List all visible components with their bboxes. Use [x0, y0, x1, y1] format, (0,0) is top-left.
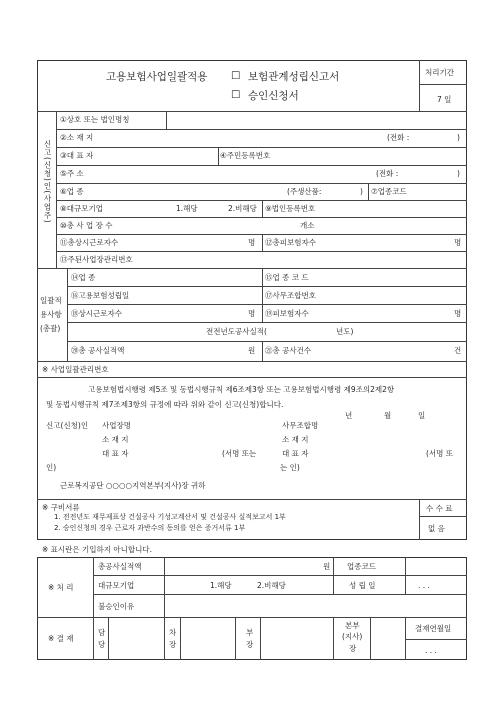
home-address-label: ⑤주 소 — [60, 169, 84, 178]
row-line — [56, 183, 467, 184]
address-label: ②소 재 지 — [60, 133, 94, 142]
col-line — [235, 617, 236, 660]
fee-divider — [419, 499, 420, 540]
section-line — [37, 361, 467, 362]
resident-number-label: ④주민등록번호 — [220, 151, 271, 160]
row-line — [56, 147, 467, 148]
approval-date-dots: . . . — [425, 646, 437, 655]
approval-side-label: ※ 결 재 — [48, 634, 74, 643]
corporate-reg-label: ⑨법인등록번호 — [265, 204, 316, 213]
col-line — [262, 341, 263, 361]
row-line — [56, 129, 467, 130]
biz-rep-label: 대 표 자 — [102, 449, 129, 458]
site-count-unit: 개소 — [300, 221, 315, 230]
col-line — [370, 617, 371, 660]
bulk-side-label-3: (총괄) — [40, 324, 61, 333]
industry-code-label: ⑦업종코드 — [371, 187, 407, 196]
biz-address-label: 소 재 지 — [102, 435, 129, 444]
worker-count-unit: 명 — [248, 238, 256, 247]
row-line — [405, 639, 467, 640]
documents-title: ※ 구비서류 — [42, 503, 80, 512]
biz-name-label: 사업장명 — [102, 421, 131, 430]
approval-col1-a: 담 — [98, 628, 106, 637]
total-work-label: ⑳총 공사실적액 — [71, 346, 125, 355]
applicant-sign-label: 신고(신청)인 — [46, 421, 89, 430]
col-line — [333, 557, 334, 594]
disapproval-reason-label: 불승인이유 — [98, 602, 135, 611]
bulk-industry-code-label: ⑮업 종 코 드 — [265, 273, 309, 282]
date-year: 년 — [345, 411, 353, 420]
company-name-field[interactable] — [168, 113, 465, 128]
phone-label-2: (전화 : — [376, 169, 399, 178]
office-seal-label: 는 인) — [280, 463, 300, 472]
main-product-label: (주생산품: — [287, 187, 322, 196]
option-approval: 승인신청서 — [248, 90, 299, 102]
col-line — [368, 183, 369, 200]
total-work-unit: 원 — [248, 346, 256, 355]
statement-line-2: 및 동법시행규칙 제7조제3항의 규정에 따라 위와 같이 신고(신청)합니다. — [46, 400, 284, 409]
representative-label: ③대 표 자 — [60, 151, 94, 160]
section-line — [37, 377, 467, 378]
col-line — [262, 234, 263, 251]
large-enterprise-yes[interactable]: 1.해당 — [176, 204, 198, 213]
approval-col4-c: 장 — [349, 644, 357, 653]
total-count-label: ㉑총 공사건수 — [265, 346, 312, 355]
company-name-label: ①상호 또는 법인명칭 — [60, 115, 130, 124]
row-line — [93, 575, 467, 576]
recipient-line: 근로복지공단 ○○○○지역본부(지사)장 귀하 — [60, 481, 206, 490]
approval-date-label: 결재연월일 — [415, 624, 452, 633]
checkbox-approval[interactable]: ☐ — [231, 89, 241, 101]
main-product-end: ) — [360, 187, 363, 196]
bulk-side-label-2: 용사항 — [40, 310, 62, 319]
bulk-insured-unit: 명 — [454, 309, 462, 318]
documents-item-1: 1. 전전년도 재무제표상 건설공사 기성고계산서 및 건설공사 실적보고서 1부 — [54, 513, 286, 521]
approval-col4-b: (지사) — [342, 632, 363, 641]
site-count-label: ⑩총 사 업 장 수 — [60, 221, 113, 230]
applicant-side-divider — [56, 111, 57, 269]
section-line — [37, 499, 467, 500]
approval-col2-b: 장 — [169, 640, 177, 649]
note: ※ 표시란은 기입하지 아니합니다. — [42, 545, 153, 554]
date-day: 일 — [418, 411, 426, 420]
regular-workers-label: ⑱상시근로자수 — [71, 309, 122, 318]
header-divider — [419, 60, 420, 112]
approval-col2-a: 차 — [169, 628, 177, 637]
approval-col3-a: 부 — [246, 628, 254, 637]
established-date-dots: . . . — [418, 581, 430, 590]
row-line — [56, 165, 467, 166]
col-line — [164, 617, 165, 660]
business-type-label: ⑥업 종 — [60, 187, 84, 196]
insurance-date-label: ⑯고용보험성립일 — [71, 291, 130, 300]
total-work-amount-label: 총공사실적액 — [98, 562, 142, 571]
large-enterprise-no[interactable]: 2.비해당 — [228, 204, 257, 213]
row-line — [93, 594, 467, 595]
processing-divider — [419, 84, 467, 85]
phone-end-1: ) — [457, 133, 460, 142]
prev-year-unit: 년도) — [336, 327, 354, 336]
col-line — [260, 617, 261, 660]
col-line — [166, 111, 167, 129]
established-date-label: 성 립 일 — [349, 581, 376, 590]
documents-item-2: 2. 승인신청의 경우 근로자 과반수의 동의를 얻은 증거서류 1부 — [54, 524, 246, 532]
bulk-side-label-1: 일괄적 — [40, 296, 62, 305]
approval-col4-a: 본부 — [345, 621, 360, 630]
processing-large-biz-label: 대규모기업 — [98, 581, 135, 590]
processing-period-label: 처리기간 — [425, 68, 454, 77]
checkbox-report[interactable]: ☐ — [231, 70, 241, 82]
large-enterprise-label: ⑧대규모기업 — [60, 204, 103, 213]
col-line — [108, 617, 109, 660]
approval-col1-b: 당 — [98, 640, 106, 649]
phone-label-1: (전화 : — [387, 133, 410, 142]
form-title: 고용보험사업일괄적용 — [106, 71, 208, 83]
row-line — [67, 322, 467, 323]
processing-period-value: 7 일 — [437, 95, 452, 104]
office-number-label: ⑰사무조합번호 — [265, 291, 316, 300]
processing-industry-code-label: 업종코드 — [347, 562, 376, 571]
total-count-unit: 건 — [454, 346, 462, 355]
bulk-industry-label: ⑭업 종 — [71, 273, 96, 282]
main-mgmt-number-label: ⑬주된사업장관리번호 — [60, 255, 133, 264]
section-line — [37, 268, 467, 269]
col-line — [93, 557, 94, 660]
total-work-amount-unit: 원 — [323, 562, 331, 571]
approval-col3-b: 장 — [246, 640, 254, 649]
bulk-side-divider — [67, 268, 68, 361]
applicant-side-label: 신고(신청)인(사업주) — [43, 140, 52, 224]
office-rep-label: 대 표 자 — [282, 449, 309, 458]
col-line — [333, 617, 334, 660]
office-name-label: 사무조합명 — [282, 421, 319, 430]
processing-large-no[interactable]: 2.비해당 — [257, 581, 286, 590]
regular-workers-unit: 명 — [248, 309, 256, 318]
row-line — [37, 617, 467, 618]
worker-count-label: ⑪총상시근로자수 — [60, 238, 119, 247]
bulk-insured-label: ⑲피보험자수 — [265, 309, 309, 318]
row-line — [56, 217, 467, 218]
col-line — [218, 147, 219, 165]
phone-end-2: ) — [457, 169, 460, 178]
fee-value: 없 음 — [428, 524, 445, 533]
col-line — [262, 268, 263, 322]
option-report: 보험관계성립신고서 — [248, 71, 340, 83]
col-line — [180, 617, 181, 660]
seal-end-label: 인) — [46, 463, 57, 472]
header-bottom-line — [37, 111, 467, 112]
processing-side-label: ※ 처 리 — [48, 583, 74, 592]
office-sign-label: (서명 또 — [426, 449, 454, 458]
statement-line-1: 고용보험법시행령 제5조 및 동법시행규칙 제6조제3항 또는 고용보험법시행령 제9조의2제2항 — [88, 385, 395, 394]
date-month: 월 — [384, 411, 392, 420]
row-line — [67, 286, 467, 287]
col-line — [262, 200, 263, 217]
col-line — [405, 557, 406, 594]
sign-or-label: (서명 또는 — [222, 449, 257, 458]
fee-label: 수 수 료 — [426, 504, 453, 513]
row-line — [67, 341, 467, 342]
form-frame — [37, 60, 467, 540]
prev-year-label: 전전년도공사실적( — [206, 327, 267, 336]
mgmt-number-label: ※ 사업일괄관리번호 — [42, 365, 109, 374]
processing-large-yes[interactable]: 1.해당 — [210, 581, 232, 590]
row-line — [67, 304, 467, 305]
insured-count-label: ⑫총피보험자수 — [265, 238, 316, 247]
col-line — [164, 594, 165, 617]
insured-count-unit: 명 — [454, 238, 462, 247]
col-line — [164, 557, 165, 594]
office-address-label: 소 재 지 — [282, 435, 309, 444]
fee-line — [419, 516, 467, 517]
row-line — [56, 251, 467, 252]
